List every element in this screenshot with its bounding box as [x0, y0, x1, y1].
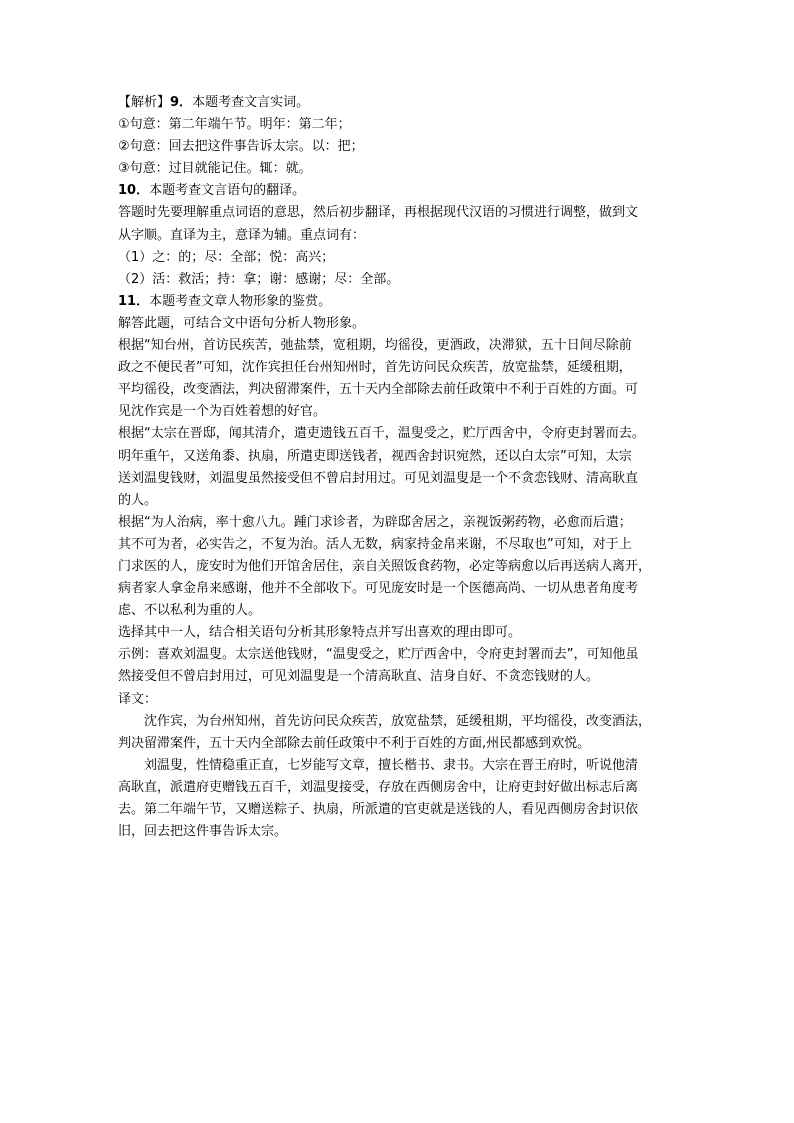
q10-text-line-2: 从字顺。直译为主，意译为辅。重点词有：	[118, 227, 366, 243]
answer-line-1: ①句意：第二年端午节。明年：第二年；	[118, 117, 351, 133]
q10-text-line-1: 答题时先要理解重点词语的意思，然后初步翻译，再根据现代汉语的习惯进行调整，做到文	[118, 205, 639, 221]
q11-example-line-1: 示例：喜欢刘温叟。太宗送他钱财，“温叟受之，贮厅西舍中，令府吏封署而去”，可知他虽	[118, 647, 639, 663]
q11-pang-line-5: 虑、不以私利为重的人。	[118, 603, 262, 619]
q11-liu-line-4: 的人。	[118, 492, 158, 508]
q10-keywords-2: （2）活：救活；持：拿；谢：感谢；尽：全部。	[118, 271, 400, 287]
q11-shen-line-3: 平均徭役，改变酒法，判决留滞案件，五十天内全部除去前任政策中不利于百姓的方面。可	[118, 382, 639, 398]
translation-shen-line-2: 判决留滞案件，五十天内全部除去前任政策中不利于百姓的方面,州民都感到欢悦。	[118, 735, 591, 751]
question-number-10: 10．	[118, 183, 150, 199]
question-11-topic: 本题考查文章人物形象的鉴赏。	[149, 293, 332, 309]
translation-liu-line-4: 旧，回去把这件事告诉太宗。	[118, 824, 288, 840]
q11-example-line-2: 然接受但不曾启封用过，可见刘温叟是一个清高耿直、洁身自好、不贪恋钱财的人。	[118, 669, 600, 685]
answer-line-3: ③句意：过目就能记住。辄：就。	[118, 161, 312, 177]
q11-pang-line-1: 根据“为人治病，率十愈八九。踵门求诊者，为辟邸舍居之，亲视饭粥药物，必愈而后遣；	[118, 514, 632, 530]
question-10-topic: 本题考查文言语句的翻译。	[149, 183, 306, 199]
q11-liu-line-1: 根据“太宗在晋邸，闻其清介，遣吏遗钱五百千，温叟受之，贮厅西舍中，令府吏封署而去。	[118, 426, 645, 442]
q11-instruction: 选择其中一人，结合相关语句分析其形象特点并写出喜欢的理由即可。	[118, 625, 522, 641]
analysis-label: 【解析】	[118, 95, 171, 110]
q11-shen-line-1: 根据“知台州，首访民疾苦，弛盐禁，宽租期，均徭役，更酒政，决滞狱，五十日间尽除前	[118, 338, 632, 354]
q11-pang-line-3: 门求医的人，庞安时为他们开馆舍居住，亲自关照饭食药物，必定等病愈以后再送病人离开，	[118, 558, 652, 574]
q11-pang-line-2: 其不可为者，必实告之，不复为治。活人无数，病家持金帛来谢，不尽取也”可知，对于上	[118, 536, 632, 552]
question-number-11: 11．	[118, 293, 150, 309]
q11-liu-line-3: 送刘温叟钱财，刘温叟虽然接受但不曾启封用过。可见刘温叟是一个不贪恋钱财、清高耿直	[118, 470, 639, 486]
q10-keywords-1: （1）之：的；尽：全部；悦：高兴；	[118, 249, 335, 265]
document-page	[118, 92, 680, 843]
translation-heading: 译文：	[118, 691, 158, 707]
question-11-line	[118, 291, 680, 313]
translation-liu-line-3: 去。第二年端午节，又赠送粽子、执扇，所派遣的官吏就是送钱的人，看见西侧房舍封识依	[118, 802, 639, 817]
q11-shen-line-2: 政之不便民者”可知，沈作宾担任台州知州时，首先访问民众疾苦，放宽盐禁，延缓租期，	[118, 360, 632, 376]
translation-liu-line-2: 高耿直，派遣府吏赠钱五百千，刘温叟接受，存放在西侧房舍中，让府吏封好做出标志后离	[118, 779, 639, 795]
q11-pang-line-4: 病者家人拿金帛来感谢，他并不全部收下。可见庞安时是一个医德高尚、一切从患者角度考	[118, 581, 639, 597]
question-number-9: 9．	[170, 95, 193, 110]
translation-shen-line-1: 沈作宾，为台州知州，首先访问民众疾苦，放宽盐禁，延缓租期，平均徭役，改变酒法，	[144, 713, 652, 729]
analysis-heading-line	[118, 92, 680, 114]
answer-line-2: ②句意：回去把这件事告诉太宗。以：把；	[118, 139, 364, 155]
q11-intro: 解答此题，可结合文中语句分析人物形象。	[118, 315, 366, 331]
question-9-topic: 本题考查文言实词。	[192, 95, 310, 110]
translation-liu-line-1: 刘温叟，性情稳重正直，七岁能写文章，擅长楷书、隶书。大宗在晋王府时，听说他清	[144, 757, 639, 773]
q11-shen-line-4: 见沈作宾是一个为百姓着想的好官。	[118, 404, 327, 420]
q11-liu-line-2: 明年重午，又送角黍、执扇，所遣吏即送钱者，视西舍封识宛然，还以白太宗”可知，太宗	[118, 448, 632, 464]
question-10-line	[118, 180, 680, 202]
